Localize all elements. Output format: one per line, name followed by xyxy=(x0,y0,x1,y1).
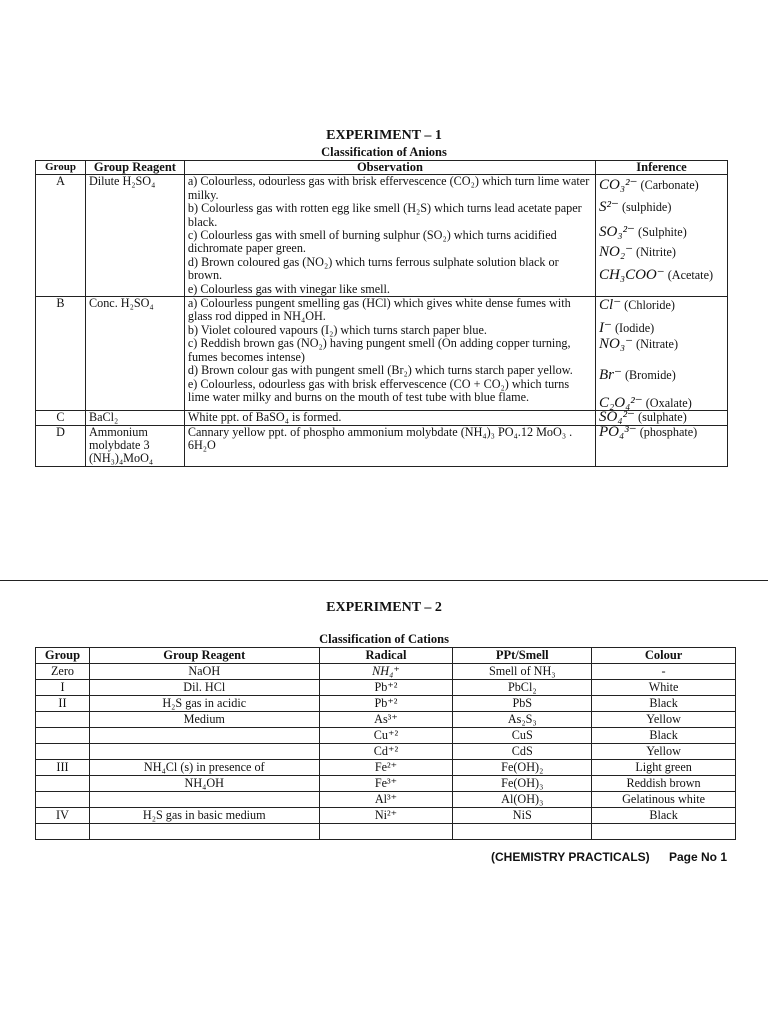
ppt-smell-cell: NiS xyxy=(453,807,592,823)
ion-name: (Nitrite) xyxy=(636,244,676,259)
observation-cell xyxy=(184,411,595,425)
group-cell xyxy=(36,791,90,807)
experiment-1-subtitle: Classification of Anions xyxy=(321,145,447,159)
inference-item xyxy=(599,369,724,382)
ion-symbol: Cl⁻ xyxy=(599,297,622,314)
inference-cell xyxy=(596,175,728,297)
group-reagent-cell: Conc. H₂SO₄ xyxy=(85,297,184,411)
ion-name: (Iodide) xyxy=(614,321,655,336)
cation-table-row xyxy=(36,695,736,711)
colour-cell: Yellow xyxy=(592,743,736,759)
radical-cell: Pb⁺² xyxy=(319,679,453,695)
observation-item: c) Reddish brown gas (NO₂) having pungent smell (On adding copper turning, fumes becomes intense) xyxy=(187,336,571,364)
cation-table-row xyxy=(36,759,736,775)
inference-item xyxy=(599,243,724,260)
radical-cell xyxy=(319,823,453,839)
radical-cell: Fe²⁺ xyxy=(319,759,453,775)
inference-item xyxy=(599,198,724,215)
inference-item xyxy=(599,299,724,312)
radical-cell: Cu⁺² xyxy=(319,727,453,743)
group-reagent-cell: NH₄OH xyxy=(89,775,319,791)
group-reagent-cell: BaCl₂ xyxy=(85,411,184,425)
ion-name: (Carbonate) xyxy=(640,178,699,193)
group-cell xyxy=(36,775,90,791)
observation-cell xyxy=(184,175,595,297)
ppt-smell-cell: PbS xyxy=(453,695,592,711)
ppt-smell-cell: CuS xyxy=(453,727,592,743)
group-cell xyxy=(36,727,90,743)
colour-cell xyxy=(592,823,736,839)
inference-item xyxy=(599,411,724,424)
inference-cell xyxy=(596,297,728,411)
observation-item: e) Colourless gas with vinegar like smell. xyxy=(187,281,390,296)
group-reagent-cell: NaOH xyxy=(89,663,319,679)
observation-item: White ppt. of BaSO₄ is formed. xyxy=(187,410,342,425)
header-colour: Colour xyxy=(592,648,736,664)
header-inference: Inference xyxy=(596,161,728,175)
cation-table-row xyxy=(36,743,736,759)
observation-item: e) Colourless, odourless gas with brisk effervescence (CO + CO₂) which turns lime water milky and burns on the mouth of test tube with blue flame. xyxy=(187,376,570,404)
ppt-smell-cell: Fe(OH)₃ xyxy=(453,775,592,791)
inference-item xyxy=(599,226,724,239)
group-reagent-cell: Dilute H₂SO₄ xyxy=(85,175,184,297)
colour-cell: Light green xyxy=(592,759,736,775)
colour-cell: Reddish brown xyxy=(592,775,736,791)
ion-symbol: SO₄²⁻ xyxy=(599,409,635,426)
ppt-smell-cell: Smell of NH₃ xyxy=(453,663,592,679)
section-divider xyxy=(0,580,768,581)
experiment-2-subtitle: Classification of Cations xyxy=(319,632,449,646)
anion-table-header-row xyxy=(36,161,728,175)
ion-symbol: I⁻ xyxy=(599,320,612,337)
group-cell: II xyxy=(36,695,90,711)
ppt-smell-cell: Al(OH)₃ xyxy=(453,791,592,807)
inference-item xyxy=(599,335,724,352)
cation-table-row xyxy=(36,711,736,727)
header-observation: Observation xyxy=(184,161,595,175)
ion-symbol: S²⁻ xyxy=(599,198,619,215)
observation-item: Cannary yellow ppt. of phospho ammonium molybdate (NH₄)₃ PO₄.12 MoO₃ . 6H₂O xyxy=(187,424,573,452)
header-group: Group xyxy=(36,648,90,664)
ion-symbol: PO₄³⁻ xyxy=(599,423,637,440)
group-reagent-cell: H₂S gas in acidic xyxy=(89,695,319,711)
colour-cell: - xyxy=(592,663,736,679)
ppt-smell-cell xyxy=(453,823,592,839)
header-group: Group xyxy=(36,161,86,175)
anion-table-body xyxy=(36,175,728,466)
group-reagent-cell xyxy=(89,823,319,839)
colour-cell: Black xyxy=(592,807,736,823)
cation-table-row xyxy=(36,823,736,839)
observation-item: d) Brown colour gas with pungent smell (Br₂) which turns starch paper yellow. xyxy=(187,363,573,378)
ion-name: (Bromide) xyxy=(624,368,676,383)
group-cell xyxy=(36,743,90,759)
group-cell: B xyxy=(36,297,86,411)
group-reagent-cell: Ammonium molybdate 3 (NH₃)₄MoO₄ xyxy=(85,425,184,466)
ion-symbol: CO₃²⁻ xyxy=(599,177,638,194)
group-cell: C xyxy=(36,411,86,425)
anion-table-row xyxy=(36,425,728,466)
group-cell: D xyxy=(36,425,86,466)
ion-symbol: NO₂⁻ xyxy=(599,243,633,260)
experiment-1-title: EXPERIMENT – 1 xyxy=(326,128,442,143)
inference-item xyxy=(599,394,724,411)
page-number: Page No 1 xyxy=(669,850,728,864)
ion-name: (Oxalate) xyxy=(645,395,692,410)
observation-cell xyxy=(184,297,595,411)
observation-item: b) Colourless gas with rotten egg like smell (H₂S) which turns lead acetate paper black. xyxy=(187,201,582,229)
radical-cell: Cd⁺² xyxy=(319,743,453,759)
colour-cell: Black xyxy=(592,695,736,711)
ion-name: (Sulphite) xyxy=(638,225,687,240)
radical-cell: Fe³⁺ xyxy=(319,775,453,791)
colour-cell: Gelatinous white xyxy=(592,791,736,807)
cation-table-body xyxy=(36,663,736,839)
observation-item: a) Colourless, odourless gas with brisk effervescence (CO₂) which turn lime water milky. xyxy=(187,174,590,202)
header-radical: Radical xyxy=(319,648,453,664)
group-reagent-cell xyxy=(89,791,319,807)
inference-item xyxy=(599,179,724,192)
cation-table-header-row xyxy=(36,648,736,664)
anion-classification-table xyxy=(35,160,728,467)
radical-cell: NH₄⁺ xyxy=(319,663,453,679)
ion-name: (Nitrate) xyxy=(636,336,679,351)
radical-cell: Al³⁺ xyxy=(319,791,453,807)
group-cell: IV xyxy=(36,807,90,823)
radical-cell: Ni²⁺ xyxy=(319,807,453,823)
inference-cell xyxy=(596,425,728,466)
group-reagent-cell: NH₄Cl (s) in presence of xyxy=(89,759,319,775)
group-reagent-cell xyxy=(89,727,319,743)
ion-symbol: Br⁻ xyxy=(599,367,622,384)
inference-item xyxy=(599,322,724,335)
inference-item xyxy=(599,269,724,282)
anion-table-row xyxy=(36,175,728,297)
observation-item: b) Violet coloured vapours (I₂) which turns starch paper blue. xyxy=(187,322,487,337)
group-cell: A xyxy=(36,175,86,297)
group-cell: I xyxy=(36,679,90,695)
ppt-smell-cell: Fe(OH)₂ xyxy=(453,759,592,775)
observation-item: d) Brown coloured gas (NO₂) which turns ferrous sulphate solution black or brown. xyxy=(187,254,559,283)
ion-symbol: C₂O₄²⁻ xyxy=(599,394,643,411)
group-reagent-cell: Medium xyxy=(89,711,319,727)
colour-cell: Yellow xyxy=(592,711,736,727)
footer-label: (CHEMISTRY PRACTICALS) xyxy=(491,850,650,864)
group-reagent-cell: H₂S gas in basic medium xyxy=(89,807,319,823)
observation-item: a) Colourless pungent smelling gas (HCl) which gives white dense fumes with glass rod dipped in NH₄OH. xyxy=(187,296,571,324)
observation-cell xyxy=(184,425,595,466)
anion-table-row xyxy=(36,297,728,411)
experiment-2-title: EXPERIMENT – 2 xyxy=(326,600,442,615)
observation-item: c) Colourless gas with smell of burning sulphur (SO₂) which turns acidified dichromate paper green. xyxy=(187,228,557,256)
group-reagent-cell: Dil. HCl xyxy=(89,679,319,695)
cation-table-row xyxy=(36,791,736,807)
ppt-smell-cell: CdS xyxy=(453,743,592,759)
group-cell xyxy=(36,823,90,839)
ion-symbol: NO₃⁻ xyxy=(599,335,633,352)
colour-cell: Black xyxy=(592,727,736,743)
ion-symbol: CH₃COO⁻ xyxy=(599,267,665,284)
cation-table-row xyxy=(36,727,736,743)
ppt-smell-cell: As₂S₃ xyxy=(453,711,592,727)
radical-cell: As³⁺ xyxy=(319,711,453,727)
cation-table-row xyxy=(36,775,736,791)
cation-classification-table xyxy=(35,647,736,840)
group-cell: Zero xyxy=(36,663,90,679)
ppt-smell-cell: PbCl₂ xyxy=(453,679,592,695)
header-group-reagent: Group Reagent xyxy=(85,161,184,175)
ion-name: (Chloride) xyxy=(624,298,675,313)
header-group-reagent: Group Reagent xyxy=(89,648,319,664)
ion-name: (sulphate) xyxy=(638,410,687,425)
ion-name: (phosphate) xyxy=(639,424,698,439)
radical-cell: Pb⁺² xyxy=(319,695,453,711)
cation-table-row xyxy=(36,807,736,823)
ion-symbol: SO₃²⁻ xyxy=(599,224,635,241)
cation-table-row xyxy=(36,679,736,695)
cation-table-row xyxy=(36,663,736,679)
inference-item xyxy=(599,423,724,440)
ion-name: (sulphide) xyxy=(621,199,672,214)
group-cell: III xyxy=(36,759,90,775)
colour-cell: White xyxy=(592,679,736,695)
ion-name: (Acetate) xyxy=(667,268,714,283)
group-reagent-cell xyxy=(89,743,319,759)
header-ppt-smell: PPt/Smell xyxy=(453,648,592,664)
group-cell xyxy=(36,711,90,727)
